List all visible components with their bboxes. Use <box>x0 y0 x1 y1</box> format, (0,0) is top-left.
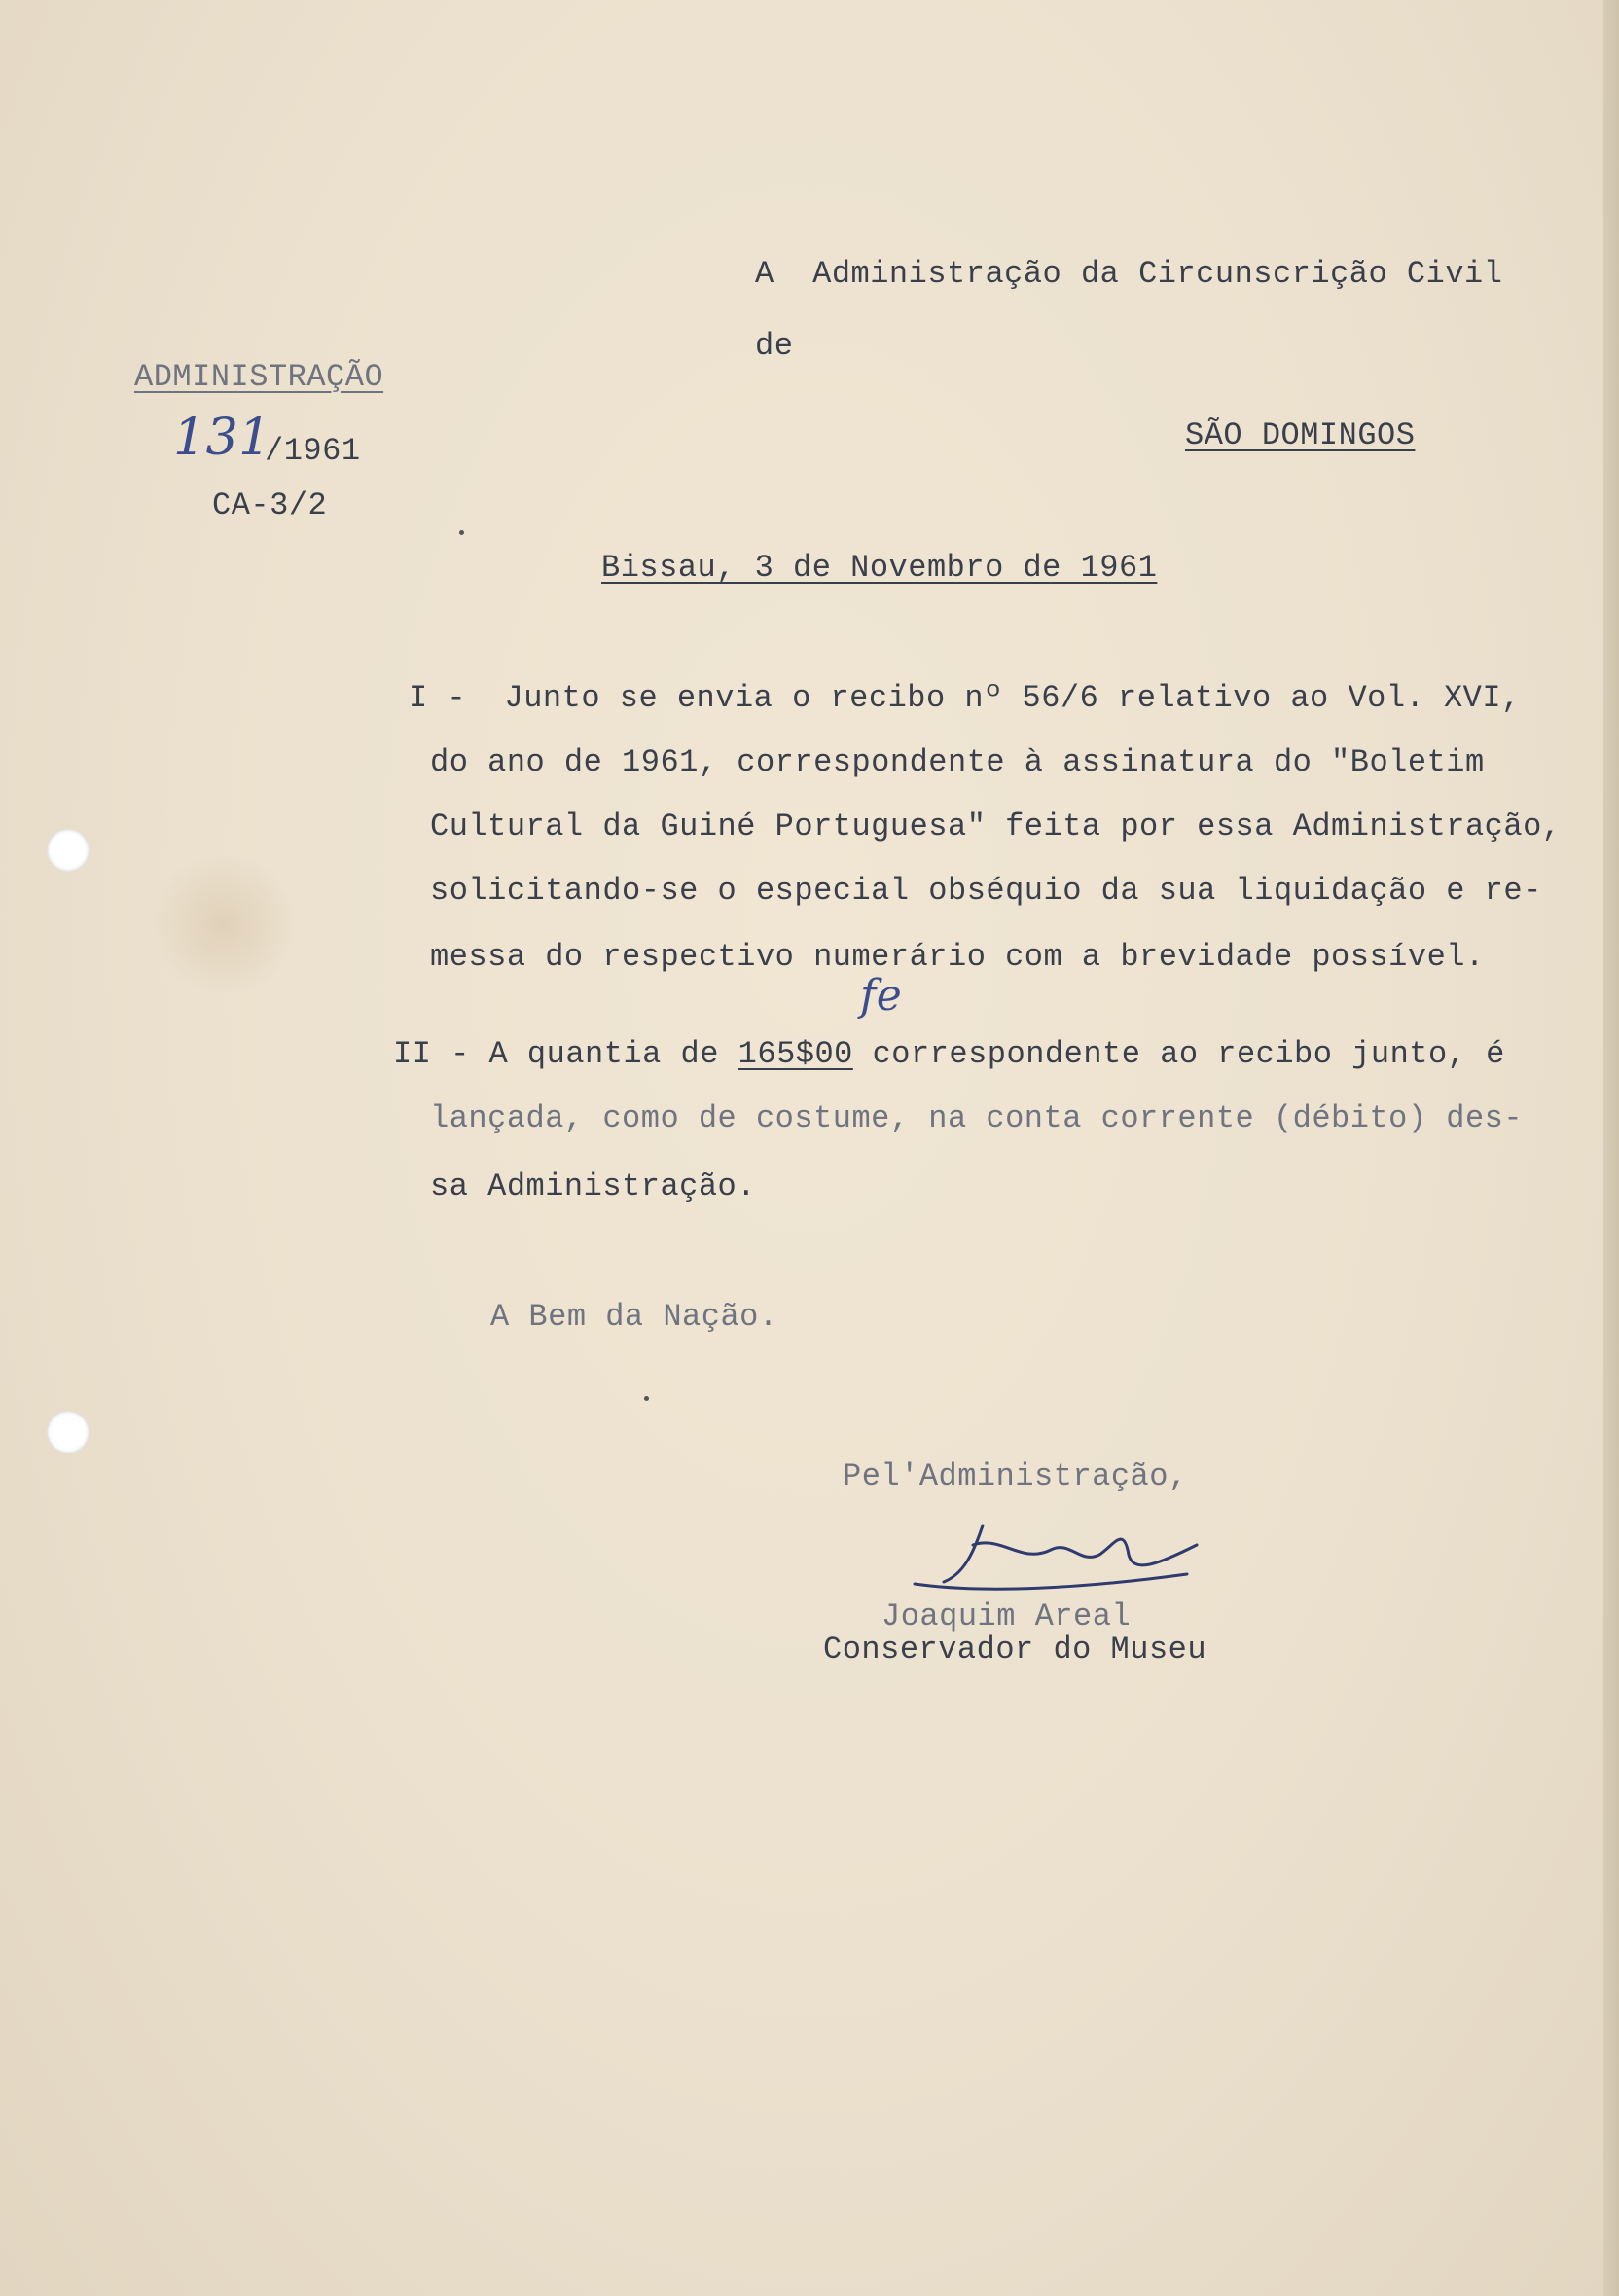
para2-line-1 <box>393 1035 1505 1074</box>
para1-line-3: Cultural da Guiné Portuguesa" feita por essa Administração, <box>430 808 1562 844</box>
punch-hole-top <box>47 829 90 872</box>
para1-line-2: do ano de 1961, correspondente à assinatura do "Boletim <box>430 744 1485 780</box>
salutation: A Bem da Nação. <box>490 1299 778 1335</box>
recipient-line-1: A Administração da Circunscrição Civil <box>755 256 1503 292</box>
letter-date: Bissau, 3 de Novembro de 1961 <box>601 550 1158 586</box>
para1-line-4: solicitando-se o especial obséquio da sua liquidação e re- <box>430 873 1542 909</box>
handwritten-ref-number: 131 <box>173 409 271 467</box>
amount: 165$00 <box>738 1036 853 1072</box>
recipient-place: SÃO DOMINGOS <box>1185 417 1416 453</box>
signer-name: Joaquim Areal <box>881 1598 1132 1634</box>
office-heading: ADMINISTRAÇÃO <box>134 359 384 395</box>
ref-year: /1961 <box>265 433 361 469</box>
para1-line-5: messa do respectivo numerário com a brevidade possível. <box>430 939 1485 975</box>
ink-dot <box>459 530 464 535</box>
punch-hole-bottom <box>47 1411 90 1453</box>
ink-dot <box>644 1396 649 1401</box>
para2-line-3: sa Administração. <box>430 1168 756 1204</box>
para2-prefix: II - A quantia de <box>393 1036 738 1072</box>
ref-code: CA-3/2 <box>212 487 328 523</box>
para2-line-2: lançada, como de costume, na conta corrente (débito) des- <box>430 1100 1524 1136</box>
handwritten-annotation: fe <box>860 971 903 1021</box>
paper-edge <box>1603 0 1619 2296</box>
signer-title: Conservador do Museu <box>823 1632 1207 1668</box>
on-behalf: Pel'Administração, <box>843 1458 1188 1494</box>
para1-line-1: I - Junto se envia o recibo nº 56/6 relativo ao Vol. XVI, <box>409 680 1521 716</box>
recipient-line-2: de <box>755 328 794 364</box>
para2-suffix: correspondente ao recibo junto, é <box>852 1036 1505 1072</box>
paper-stain <box>146 856 302 992</box>
